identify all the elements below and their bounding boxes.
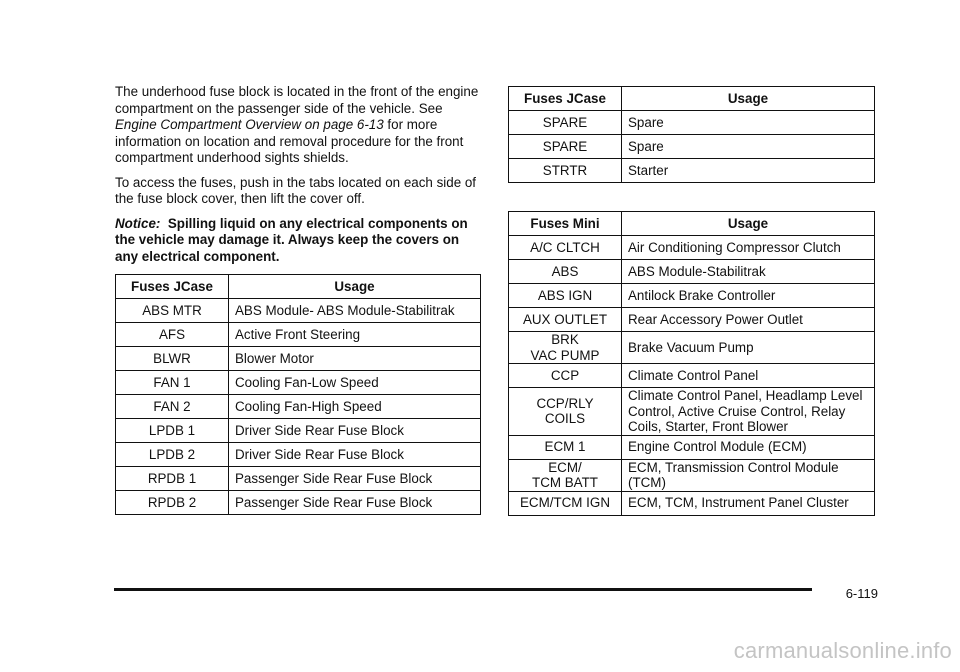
page-number: 6-119 xyxy=(845,586,878,601)
fuse-name-cell: ABS xyxy=(509,260,622,284)
fuse-usage-cell: Blower Motor xyxy=(229,347,481,371)
table-row xyxy=(116,299,481,323)
fuse-usage-cell: Spare xyxy=(622,135,875,159)
fuse-usage-cell: Air Conditioning Compressor Clutch xyxy=(622,236,875,260)
fuse-name-cell: ABS IGN xyxy=(509,284,622,308)
table-header-row xyxy=(116,275,481,299)
fuse-name-cell: FAN 1 xyxy=(116,371,229,395)
notice-paragraph xyxy=(115,216,481,266)
fuse-usage-cell: Brake Vacuum Pump xyxy=(622,332,875,364)
table-row xyxy=(509,332,875,364)
fuse-usage-cell: Climate Control Panel xyxy=(622,364,875,388)
fuse-name-cell: FAN 2 xyxy=(116,395,229,419)
notice-label: Notice: xyxy=(115,215,161,231)
table-row xyxy=(509,435,875,459)
fuse-name-cell: ECM/ TCM BATT xyxy=(509,459,622,491)
column-header: Usage xyxy=(229,275,481,299)
table-row xyxy=(116,395,481,419)
fuse-usage-cell: Starter xyxy=(622,159,875,183)
fuse-name-cell: RPDB 2 xyxy=(116,491,229,515)
fuse-usage-cell: Cooling Fan-High Speed xyxy=(229,395,481,419)
intro-paragraph xyxy=(115,84,481,167)
table-row xyxy=(509,459,875,491)
fuse-name-cell: ECM/TCM IGN xyxy=(509,491,622,515)
table-row xyxy=(509,111,875,135)
fuse-name-cell: CCP xyxy=(509,364,622,388)
left-column xyxy=(115,84,481,515)
table-row xyxy=(509,159,875,183)
fuse-name-cell: A/C CLTCH xyxy=(509,236,622,260)
table-row xyxy=(509,388,875,436)
fuse-name-cell: BRK VAC PUMP xyxy=(509,332,622,364)
table-row xyxy=(116,491,481,515)
fuse-usage-cell: Driver Side Rear Fuse Block xyxy=(229,443,481,467)
right-column xyxy=(508,86,875,516)
fuse-usage-cell: Climate Control Panel, Headlamp Level Control, Active Cruise Control, Relay Coils, Starter, Front Blower xyxy=(622,388,875,436)
fuse-name-cell: ECM 1 xyxy=(509,435,622,459)
fuse-usage-cell: Active Front Steering xyxy=(229,323,481,347)
fuse-name-cell: AFS xyxy=(116,323,229,347)
notice-text: Spilling liquid on any electrical components on the vehicle may damage it. Always keep the covers on any electrical component. xyxy=(115,215,468,264)
table-row xyxy=(509,491,875,515)
column-header: Fuses JCase xyxy=(116,275,229,299)
fuse-name-cell: LPDB 1 xyxy=(116,419,229,443)
footer-rule xyxy=(114,588,812,591)
fuse-table-mini xyxy=(508,211,875,516)
table-row xyxy=(116,347,481,371)
intro-text-end: for more information on location and removal procedure for the front compartment underhood sights shields. xyxy=(115,117,464,165)
table-row xyxy=(116,443,481,467)
table-row xyxy=(116,467,481,491)
fuse-name-cell: BLWR xyxy=(116,347,229,371)
table-header-row xyxy=(509,87,875,111)
intro-text-start: The underhood fuse block is located in the front of the engine compartment on the passenger side of the vehicle. See xyxy=(115,84,479,116)
table-row xyxy=(509,135,875,159)
column-header: Usage xyxy=(622,212,875,236)
table-row xyxy=(509,260,875,284)
fuse-name-cell: SPARE xyxy=(509,111,622,135)
table-row xyxy=(116,371,481,395)
table-row xyxy=(116,419,481,443)
table-row xyxy=(116,323,481,347)
fuse-name-cell: STRTR xyxy=(509,159,622,183)
fuse-name-cell: LPDB 2 xyxy=(116,443,229,467)
fuse-usage-cell: Passenger Side Rear Fuse Block xyxy=(229,467,481,491)
column-header: Usage xyxy=(622,87,875,111)
table-row xyxy=(509,308,875,332)
fuse-usage-cell: Rear Accessory Power Outlet xyxy=(622,308,875,332)
table-header-row xyxy=(509,212,875,236)
fuse-name-cell: RPDB 1 xyxy=(116,467,229,491)
column-header: Fuses Mini xyxy=(509,212,622,236)
fuse-usage-cell: Driver Side Rear Fuse Block xyxy=(229,419,481,443)
fuse-name-cell: AUX OUTLET xyxy=(509,308,622,332)
watermark: carmanualsonline.info xyxy=(733,638,952,663)
fuse-usage-cell: ECM, TCM, Instrument Panel Cluster xyxy=(622,491,875,515)
table-row xyxy=(509,236,875,260)
fuse-usage-cell: Engine Control Module (ECM) xyxy=(622,435,875,459)
fuse-name-cell: CCP/RLY COILS xyxy=(509,388,622,436)
fuse-usage-cell: ABS Module- ABS Module-Stabilitrak xyxy=(229,299,481,323)
fuse-usage-cell: Cooling Fan-Low Speed xyxy=(229,371,481,395)
fuse-usage-cell: Spare xyxy=(622,111,875,135)
fuse-name-cell: SPARE xyxy=(509,135,622,159)
fuse-usage-cell: Antilock Brake Controller xyxy=(622,284,875,308)
fuse-name-cell: ABS MTR xyxy=(116,299,229,323)
cross-reference-link[interactable]: Engine Compartment Overview on page 6‑13 xyxy=(115,117,384,132)
column-header: Fuses JCase xyxy=(509,87,622,111)
table-row xyxy=(509,284,875,308)
table-row xyxy=(509,364,875,388)
fuse-usage-cell: ECM, Transmission Control Module (TCM) xyxy=(622,459,875,491)
fuse-usage-cell: Passenger Side Rear Fuse Block xyxy=(229,491,481,515)
fuse-table-jcase-left xyxy=(115,274,481,515)
fuse-usage-cell: ABS Module-Stabilitrak xyxy=(622,260,875,284)
fuse-table-jcase-right xyxy=(508,86,875,183)
access-paragraph: To access the fuses, push in the tabs located on each side of the fuse block cover, then lift the cover off. xyxy=(115,174,477,206)
